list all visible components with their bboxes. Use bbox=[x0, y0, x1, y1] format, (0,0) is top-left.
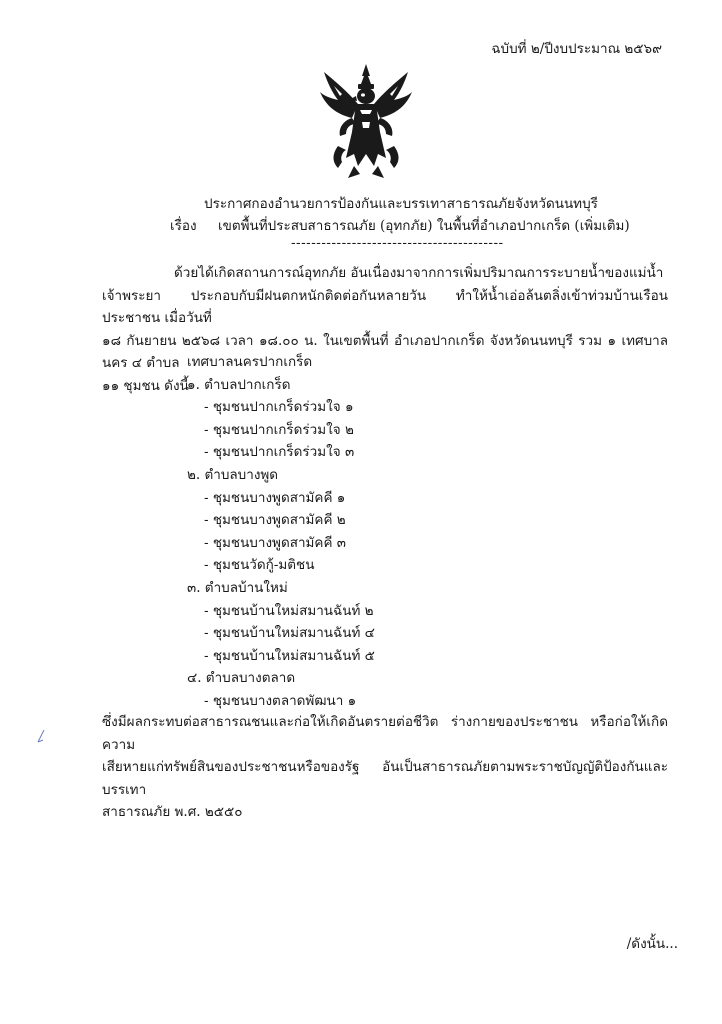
community-item: - ชุมชนปากเกร็ดร่วมใจ ๒ bbox=[204, 421, 354, 438]
municipality-name: เทศบาลนครปากเกร็ด bbox=[187, 354, 313, 370]
community-item: - ชุมชนบางพูดสามัคคี ๒ bbox=[204, 512, 346, 529]
community-item: - ชุมชนปากเกร็ดร่วมใจ ๑ bbox=[204, 399, 354, 416]
community-item: - ชุมชนบ้านใหม่สมานฉันท์ ๔ bbox=[204, 625, 375, 642]
subject-line bbox=[170, 214, 630, 236]
community-item: - ชุมชนวัดกู้-มติชน bbox=[204, 557, 315, 574]
subject-text: เขตพื้นที่ประสบสาธารณภัย (อุทกภัย) ในพื้นที่อำเภอปากเกร็ด (เพิ่มเติม) bbox=[218, 218, 630, 234]
pen-mark-icon bbox=[34, 728, 48, 746]
title-divider: ------------------------------------------ bbox=[291, 235, 504, 251]
community-item: - ชุมชนบางพูดสามัคคี ๑ bbox=[204, 489, 346, 506]
continued-marker: /ดังนั้น... bbox=[626, 936, 678, 952]
issue-number: ฉบับที่ ๒/ปีงบประมาณ ๒๕๖๙ bbox=[491, 41, 662, 57]
consequence-line-3: สาธารณภัย พ.ศ. ๒๕๕๐ bbox=[102, 804, 243, 820]
subject-label: เรื่อง bbox=[170, 218, 197, 234]
subdistrict-item: ๑. ตำบลปากเกร็ด bbox=[187, 376, 291, 393]
intro-line-2: เจ้าพระยา ประกอบกับมีฝนตกหนักติดต่อกันหลายวัน ทำให้น้ำเอ่อล้นตลิ่งเข้าท่วมบ้านเรือนประชาชน เมื่อวันที่ bbox=[102, 287, 668, 326]
intro-line-3: ๑๘ กันยายน ๒๕๖๘ เวลา ๑๘.๐๐ น. ในเขตพื้นที่ อำเภอปากเกร็ด จังหวัดนนทบุรี รวม ๑ เทศบาลนคร ๔ ตำบล bbox=[102, 332, 668, 371]
intro-line-4: ๑๑ ชุมชน ดังนี้ bbox=[102, 377, 189, 394]
community-item: - ชุมชนบ้านใหม่สมานฉันท์ ๒ bbox=[204, 602, 374, 619]
community-item: - ชุมชนบางพูดสามัคคี ๓ bbox=[204, 534, 347, 551]
subdistrict-item: ๒. ตำบลบางพูด bbox=[187, 466, 279, 483]
community-item: - ชุมชนบ้านใหม่สมานฉันท์ ๕ bbox=[204, 647, 375, 664]
community-item: - ชุมชนบางตลาดพัฒนา ๑ bbox=[204, 692, 357, 709]
garuda-emblem-icon bbox=[318, 62, 414, 180]
announcement-title: ประกาศกองอำนวยการป้องกันและบรรเทาสาธารณภัยจังหวัดนนทบุรี bbox=[204, 196, 598, 212]
affected-area-list bbox=[102, 351, 375, 713]
subdistrict-item: ๓. ตำบลบ้านใหม่ bbox=[187, 579, 288, 596]
intro-line-1: ด้วยได้เกิดสถานการณ์อุทกภัย อันเนื่องมาจากการเพิ่มปริมาณการระบายน้ำของแม่น้ำ bbox=[174, 265, 664, 281]
subdistrict-item: ๔. ตำบลบางตลาด bbox=[187, 670, 296, 687]
consequence-line-2: เสียหายแก่ทรัพย์สินของประชาชนหรือของรัฐ อันเป็นสาธารณภัยตามพระราชบัญญัติป้องกันและบรรเทา bbox=[102, 759, 668, 798]
community-item: - ชุมชนปากเกร็ดร่วมใจ ๓ bbox=[204, 444, 355, 461]
consequence-paragraph bbox=[102, 711, 668, 824]
consequence-line-1: ซึ่งมีผลกระทบต่อสาธารณชนและก่อให้เกิดอันตรายต่อชีวิต ร่างกายของประชาชน หรือก่อให้เกิดความ bbox=[102, 714, 668, 753]
